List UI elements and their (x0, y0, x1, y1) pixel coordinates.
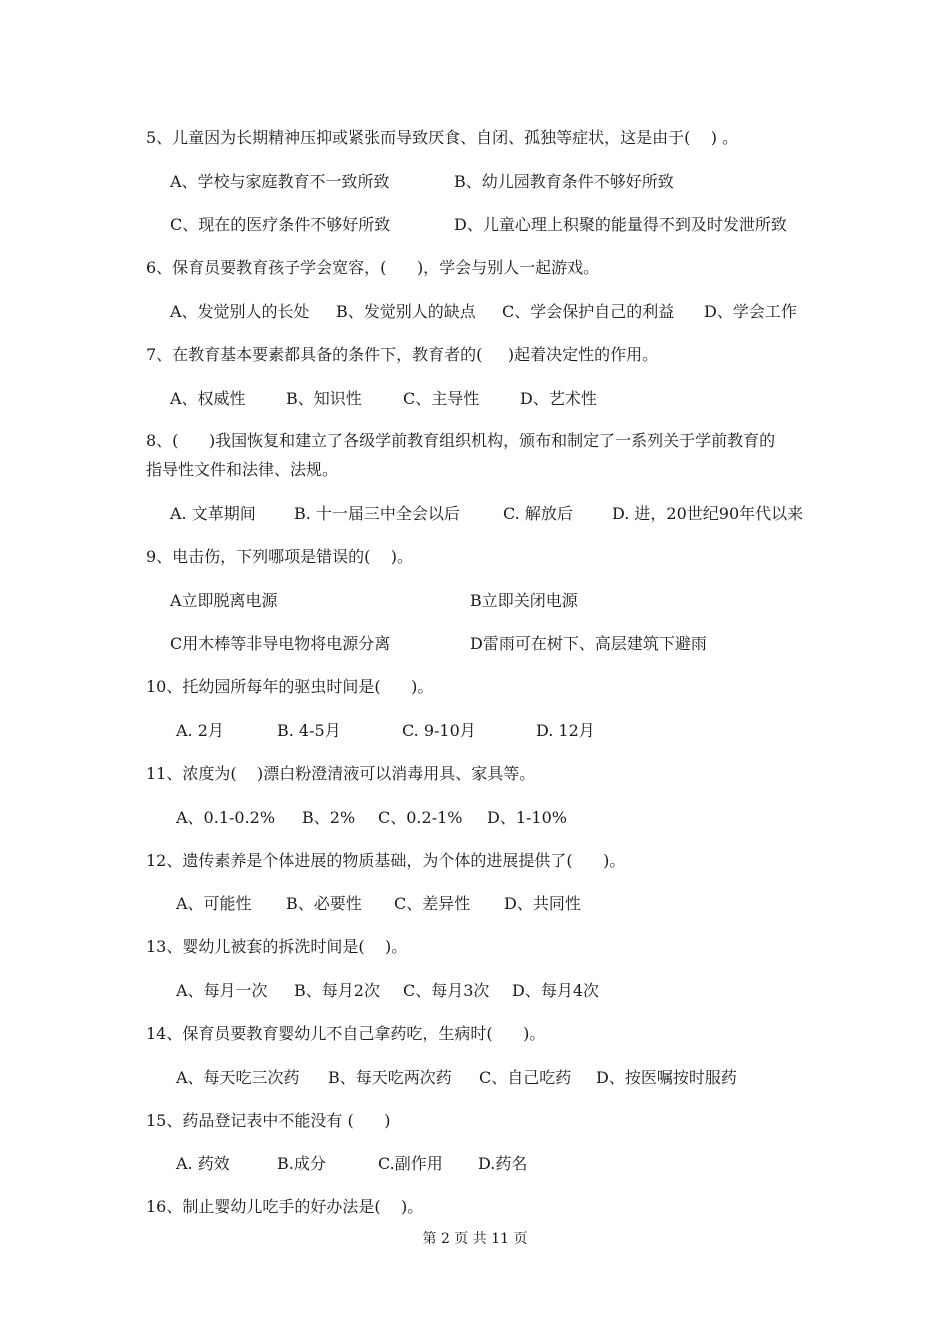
question-13-option-d: D、每月4次 (512, 981, 600, 1000)
question-11-option-a: A、0.1-0.2% (176, 808, 276, 827)
question-7-option-b: B、知识性 (286, 389, 362, 408)
question-5-option-a: A、学校与家庭教育不一致所致 (170, 172, 390, 191)
question-5-option-d: D、儿童心理上积聚的能量得不到及时发泄所致 (454, 215, 787, 234)
question-11-text: 11、浓度为( )漂白粉澄清液可以消毒用具、家具等。 (146, 764, 536, 783)
question-9-option-c: C用木棒等非导电物将电源分离 (170, 634, 391, 653)
question-11-option-b: B、2% (302, 808, 356, 827)
question-7-text: 7、在教育基本要素都具备的条件下，教育者的( )起着决定性的作用。 (146, 345, 659, 364)
question-13-option-a: A、每月一次 (176, 981, 268, 1000)
page-number-footer: 第 2 页 共 11 页 (422, 1231, 528, 1247)
question-15-option-b: B.成分 (277, 1154, 326, 1173)
question-15-option-c: C.副作用 (378, 1154, 443, 1173)
question-15-option-a: A. 药效 (176, 1154, 230, 1173)
question-10-option-c: C. 9-10月 (402, 721, 476, 740)
question-16-text: 16、制止婴幼儿吃手的好办法是( )。 (146, 1197, 424, 1216)
question-9-option-b: B立即关闭电源 (470, 591, 578, 610)
question-12-option-c: C、差异性 (394, 894, 471, 913)
question-10-text: 10、托幼园所每年的驱虫时间是( )。 (146, 677, 434, 696)
question-7-option-c: C、主导性 (403, 389, 480, 408)
question-6-option-b: B、发觉别人的缺点 (336, 302, 476, 321)
question-8-option-b: B. 十一届三中全会以后 (294, 504, 460, 523)
question-14-option-c: C、自己吃药 (479, 1068, 572, 1087)
question-15-option-d: D.药名 (478, 1154, 528, 1173)
question-7-option-d: D、艺术性 (520, 389, 597, 408)
question-6-option-a: A、发觉别人的长处 (170, 302, 310, 321)
question-10-option-d: D. 12月 (536, 721, 595, 740)
question-7-option-a: A、权威性 (170, 389, 246, 408)
question-10-option-b: B. 4-5月 (277, 721, 341, 740)
question-6-option-c: C、学会保护自己的利益 (502, 302, 675, 321)
question-8-option-d: D. 进，20世纪90年代以来 (612, 504, 804, 523)
question-11-option-c: C、0.2-1% (378, 808, 463, 827)
question-12-option-b: B、必要性 (286, 894, 362, 913)
question-13-option-b: B、每月2次 (294, 981, 380, 1000)
question-6-text: 6、保育员要教育孩子学会宽容，( )，学会与别人一起游戏。 (146, 258, 600, 277)
question-9-option-a: A立即脱离电源 (170, 591, 278, 610)
question-14-option-d: D、按医嘱按时服药 (596, 1068, 737, 1087)
question-14-option-b: B、每天吃两次药 (328, 1068, 452, 1087)
question-5-option-b: B、幼儿园教育条件不够好所致 (454, 172, 674, 191)
question-5-option-c: C、现在的医疗条件不够好所致 (170, 215, 391, 234)
question-13-option-c: C、每月3次 (403, 981, 490, 1000)
question-13-text: 13、婴幼儿被套的拆洗时间是( )。 (146, 937, 408, 956)
question-9-option-d: D雷雨可在树下、高层建筑下避雨 (470, 634, 707, 653)
question-8-option-a: A. 文革期间 (170, 504, 256, 523)
question-14-text: 14、保育员要教育婴幼儿不自己拿药吃，生病时( )。 (146, 1024, 546, 1043)
question-14-option-a: A、每天吃三次药 (176, 1068, 300, 1087)
question-11-option-d: D、1-10% (487, 808, 567, 827)
question-5-text: 5、儿童因为长期精神压抑或紧张而导致厌食、自闭、孤独等症状，这是由于( ) 。 (146, 128, 739, 147)
question-8-text-line-1: 8、( )我国恢复和建立了各级学前教育组织机构，颁布和制定了一系列关于学前教育的 (146, 431, 776, 450)
question-12-option-d: D、共同性 (504, 894, 581, 913)
question-9-text: 9、电击伤，下列哪项是错误的( )。 (146, 547, 414, 566)
question-12-text: 12、遗传素养是个体进展的物质基础，为个体的进展提供了( )。 (146, 851, 626, 870)
question-8-option-c: C. 解放后 (503, 504, 573, 523)
question-15-text: 15、药品登记表中不能没有 ( ) (146, 1111, 391, 1130)
question-8-text-line-2: 指导性文件和法律、法规。 (146, 460, 339, 479)
question-12-option-a: A、可能性 (176, 894, 252, 913)
question-10-option-a: A. 2月 (176, 721, 224, 740)
question-6-option-d: D、学会工作 (704, 302, 797, 321)
